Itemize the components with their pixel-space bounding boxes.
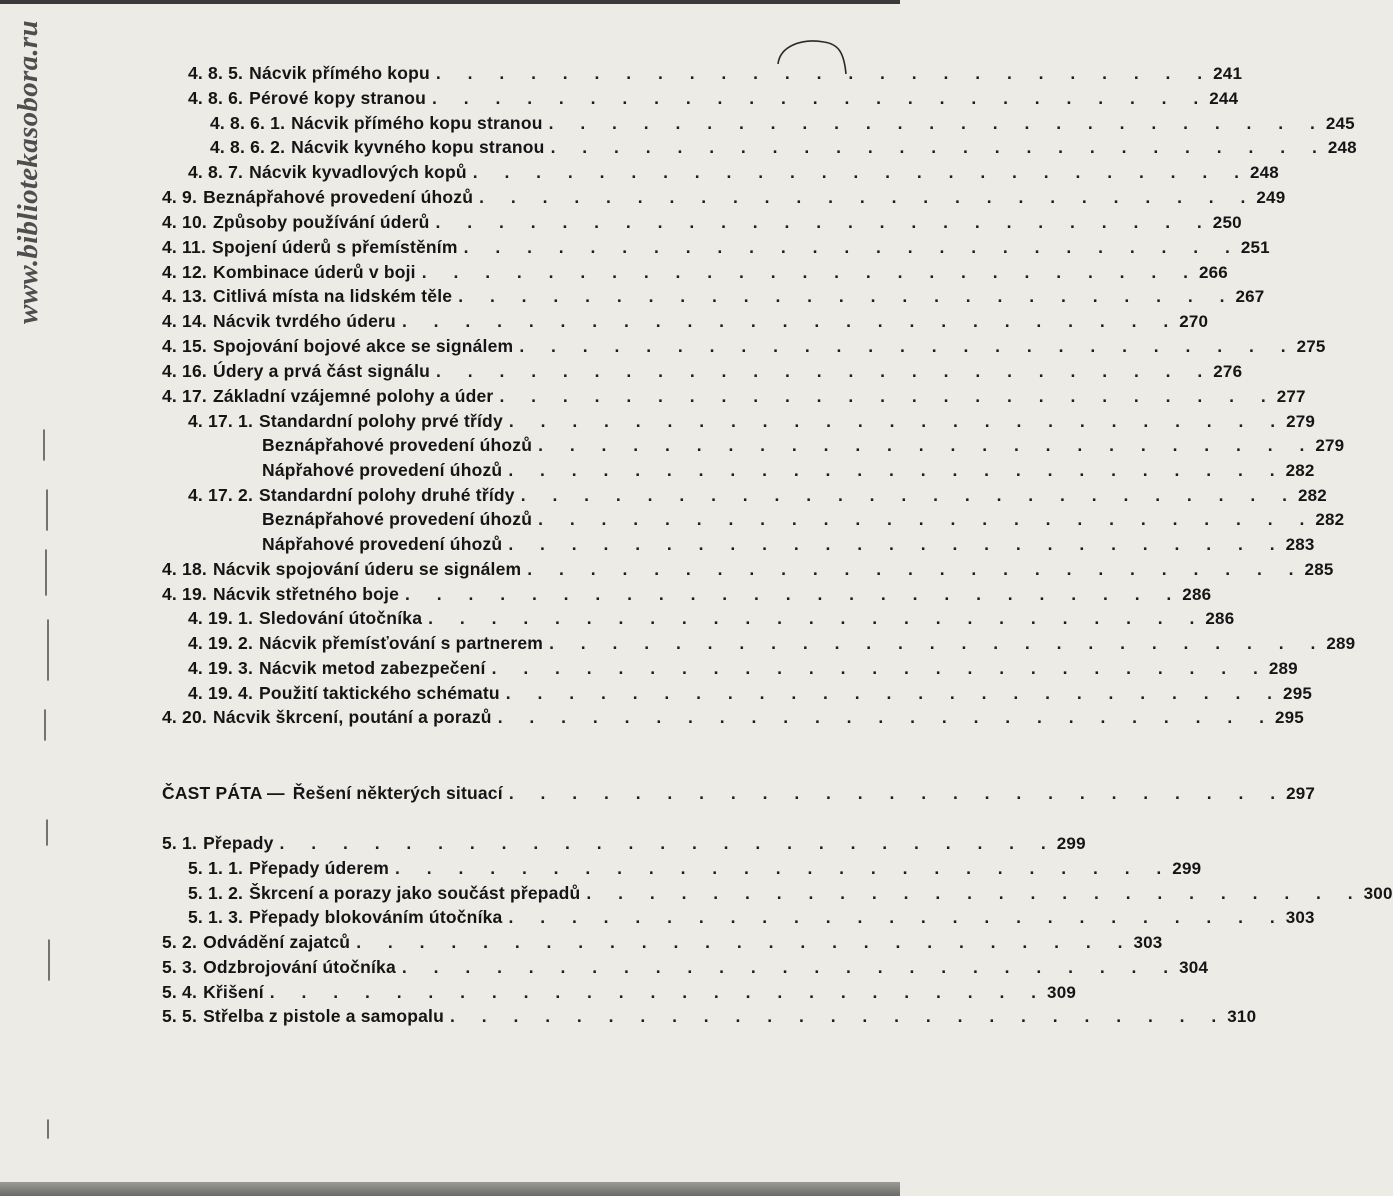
toc-entry-number: 5. 3. <box>162 957 198 977</box>
toc-leader-dots: . . . . . . . . . . . . . . . . . . . . . . . . . <box>520 485 1298 505</box>
toc-page-number: 282 <box>1285 461 1315 480</box>
toc-page-number: 250 <box>1212 213 1242 232</box>
toc-page-number: 310 <box>1227 1007 1257 1026</box>
toc-entry <box>188 658 1298 682</box>
toc-leader-dots: . . . . . . . . . . . . . . . . . . . . . . . . . <box>538 509 1316 529</box>
toc-leader-dots: . . . . . . . . . . . . . . . . . . . . . . . . . <box>497 707 1275 727</box>
toc-entry <box>162 584 1212 608</box>
toc-entry-title: Nácvik spojování úderu se signálem <box>212 559 522 579</box>
toc-entry <box>262 534 1315 558</box>
toc-leader-dots: . . . . . . . . . . . . . . . . . . . . . . . . . <box>435 212 1213 232</box>
toc-entry-title: Nácvik metod zabezpečení <box>259 658 486 678</box>
toc-leader-dots: . . . . . . . . . . . . . . . . . . . . . . . . . <box>508 411 1287 431</box>
toc-entry-title: Nácvik střetného boje <box>212 584 400 604</box>
toc-entry-number: 4. 20. <box>162 707 207 727</box>
toc-page-number: 289 <box>1268 659 1298 678</box>
toc-page-number: 276 <box>1213 362 1243 381</box>
toc-entry <box>188 608 1235 632</box>
toc-entry-number: 5. 2. <box>162 932 198 952</box>
toc-entry-number: 4. 17. <box>162 386 207 406</box>
toc-entry-title: Nácvik přemísťování s partnerem <box>259 633 544 653</box>
toc-entry-number: 4. 11. <box>162 237 207 257</box>
toc-entry-number: 4. 19. 2. <box>188 633 254 653</box>
toc-leader-dots: . . . . . . . . . . . . . . . . . . . . . . . . . <box>586 883 1364 903</box>
toc-entry <box>262 460 1315 484</box>
watermark: www.bibliotekasobora.ru <box>12 20 44 324</box>
toc-entry-title: Přepady blokováním útočníka <box>249 907 503 927</box>
toc-entry-number: 4. 18. <box>162 559 207 579</box>
toc-page-number: 304 <box>1179 958 1209 977</box>
toc-page-number: 295 <box>1274 708 1304 727</box>
toc-leader-dots: . . . . . . . . . . . . . . . . . . . . . . . . . <box>269 982 1048 1002</box>
toc-entry <box>188 683 1313 707</box>
toc-entry-title: Nácvik tvrdého úderu <box>212 311 396 331</box>
toc-entry <box>162 286 1265 310</box>
toc-leader-dots: . . . . . . . . . . . . . . . . . . . . . . . . . <box>458 286 1236 306</box>
toc-page-number: 289 <box>1326 634 1356 653</box>
toc-entry-title: Standardní polohy prvé třídy <box>259 411 503 431</box>
toc-entry-title: Křišení <box>203 982 264 1002</box>
toc-page-number: 282 <box>1297 486 1327 505</box>
toc-entry-title: Řešení některých situací <box>292 783 503 803</box>
toc-entry-title: Spojování bojové akce se signálem <box>212 336 514 356</box>
toc-entry-title: Použití taktického schématu <box>259 683 500 703</box>
toc-leader-dots: . . . . . . . . . . . . . . . . . . . . . . . . . <box>279 833 1057 853</box>
toc-page-number: 282 <box>1315 510 1345 529</box>
toc-entry <box>162 559 1334 583</box>
toc-entry-title: Přepady <box>203 833 274 853</box>
toc-page-number: 285 <box>1304 560 1334 579</box>
toc-page-number: 299 <box>1056 834 1086 853</box>
toc-entry-title: Nácvik škrcení, poutání a porazů <box>212 707 492 727</box>
toc-entry <box>210 113 1355 137</box>
toc-entry <box>188 485 1327 509</box>
toc-entry-title: Škrcení a porazy jako součást přepadů <box>249 883 581 903</box>
toc-entry-number: 4. 19. <box>162 584 207 604</box>
margin-scan-marks <box>30 420 54 1140</box>
toc-entry <box>162 783 1316 807</box>
toc-entry-number: 4. 9. <box>162 187 198 207</box>
toc-entry-title: Nácvik kyvného kopu stranou <box>291 137 545 157</box>
toc-entry-title: Pérové kopy stranou <box>249 88 427 108</box>
toc-entry-number: 5. 1. 1. <box>188 858 244 878</box>
toc-entry-number: 4. 17. 1. <box>188 411 254 431</box>
toc-entry <box>188 858 1202 882</box>
toc-entry <box>210 137 1357 161</box>
toc-entry-number: 4. 19. 3. <box>188 658 254 678</box>
toc-entry-title: Způsoby používání úderů <box>212 212 430 232</box>
toc-page-number: 245 <box>1325 114 1355 133</box>
toc-entry-title: Nácvik přímého kopu stranou <box>291 113 543 133</box>
toc-entry <box>162 311 1209 335</box>
toc-entry-title: Citlivá místa na lidském těle <box>212 286 453 306</box>
toc-entry-title: Kombinace úderů v boji <box>212 262 416 282</box>
toc-page-number: 249 <box>1256 188 1286 207</box>
toc-page-number: 266 <box>1199 263 1228 282</box>
toc-entry-number: 5. 5. <box>162 1006 198 1026</box>
toc-entry-title: Odvádění zajatců <box>203 932 351 952</box>
toc-leader-dots: . . . . . . . . . . . . . . . . . . . . . . . . . <box>549 633 1327 653</box>
toc-entry <box>162 361 1243 385</box>
toc-page-number: 303 <box>1285 908 1315 927</box>
toc-page-number: 279 <box>1286 412 1316 431</box>
toc-entry <box>162 262 1228 286</box>
toc-entry <box>188 88 1239 112</box>
toc-page-number: 303 <box>1133 933 1163 952</box>
toc-entry-title: Beznápřahové provedení úhozů <box>203 187 474 207</box>
toc-entry-title: Přepady úderem <box>249 858 390 878</box>
toc-page-number: 300 <box>1363 884 1393 903</box>
toc-entry <box>162 833 1086 857</box>
toc-leader-dots: . . . . . . . . . . . . . . . . . . . . . . . . . <box>519 336 1297 356</box>
toc-entry-title: Beznápřahové provedení úhozů <box>262 509 533 529</box>
toc-entry <box>262 509 1345 533</box>
toc-entry-title: Údery a prvá část signálu <box>212 361 431 381</box>
toc-leader-dots: . . . . . . . . . . . . . . . . . . . . . . . . . <box>356 932 1134 952</box>
toc-page-number: 248 <box>1327 138 1357 157</box>
toc-leader-dots: . . . . . . . . . . . . . . . . . . . . . . . . . <box>491 658 1269 678</box>
toc-page-number: 309 <box>1047 983 1077 1002</box>
toc-entry-number: 4. 19. 1. <box>188 608 254 628</box>
toc-page-number: 283 <box>1285 535 1315 554</box>
toc-entry-number: 4. 14. <box>162 311 207 331</box>
toc-entry-number: 4. 16. <box>162 361 207 381</box>
toc-entry-title: Spojení úderů s přemístěním <box>212 237 458 257</box>
toc-entry-number: ČAST PÁTA — <box>162 783 285 803</box>
toc-entry-number: 4. 12. <box>162 262 207 282</box>
toc-leader-dots: . . . . . . . . . . . . . . . . . . . . . . . . . <box>508 907 1286 927</box>
toc-leader-dots: . . . . . . . . . . . . . . . . . . . . . . . . . <box>436 361 1214 381</box>
toc-entry-number: 4. 8. 6. 2. <box>210 137 286 157</box>
toc-page-number: 299 <box>1172 859 1202 878</box>
toc-entry-title: Sledování útočníka <box>259 608 423 628</box>
toc-leader-dots: . . . . . . . . . . . . . . . . . . . . . . . . . <box>421 262 1199 282</box>
toc-entry-title: Základní vzájemné polohy a úder <box>212 386 494 406</box>
toc-entry-number: 4. 8. 6. 1. <box>210 113 286 133</box>
scan-top-edge <box>0 0 900 4</box>
toc-page-number: 251 <box>1240 238 1270 257</box>
toc-leader-dots: . . . . . . . . . . . . . . . . . . . . . . . . . <box>499 386 1277 406</box>
toc-entry <box>162 707 1304 731</box>
toc-leader-dots: . . . . . . . . . . . . . . . . . . . . . . . . . <box>428 608 1206 628</box>
toc-entry-number: 5. 1. <box>162 833 198 853</box>
toc-leader-dots: . . . . . . . . . . . . . . . . . . . . . . . . . <box>450 1006 1228 1026</box>
toc-leader-dots: . . . . . . . . . . . . . . . . . . . . . . . . . <box>401 311 1180 331</box>
toc-leader-dots: . . . . . . . . . . . . . . . . . . . . . . . . . <box>508 534 1286 554</box>
toc-entry <box>188 162 1279 186</box>
toc-entry <box>162 982 1077 1006</box>
toc-leader-dots: . . . . . . . . . . . . . . . . . . . . . . . . . <box>435 63 1214 83</box>
toc-leader-dots: . . . . . . . . . . . . . . . . . . . . . . . . . <box>548 113 1326 133</box>
toc-entry <box>162 957 1209 981</box>
toc-entry-number: 4. 8. 7. <box>188 162 244 182</box>
toc-entry-number: 4. 8. 5. <box>188 63 244 83</box>
toc-entry <box>262 435 1345 459</box>
toc-entry-title: Nácvik přímého kopu <box>249 63 430 83</box>
toc-page-number: 297 <box>1286 784 1316 803</box>
toc-entry <box>162 212 1242 236</box>
toc-entry-number: 4. 10. <box>162 212 207 232</box>
toc-page-number: 275 <box>1296 337 1326 356</box>
toc-leader-dots: . . . . . . . . . . . . . . . . . . . . . . . . . <box>405 584 1183 604</box>
toc-leader-dots: . . . . . . . . . . . . . . . . . . . . . . . . . <box>395 858 1173 878</box>
toc-entry-number: 4. 17. 2. <box>188 485 254 505</box>
toc-entry <box>188 633 1356 657</box>
toc-entry-number: 5. 4. <box>162 982 198 1002</box>
toc-entry-title: Nápřahové provedení úhozů <box>262 534 503 554</box>
toc-entry-title: Standardní polohy druhé třídy <box>259 485 515 505</box>
toc-leader-dots: . . . . . . . . . . . . . . . . . . . . . . . . . <box>472 162 1250 182</box>
toc-leader-dots: . . . . . . . . . . . . . . . . . . . . . . . . . <box>505 683 1284 703</box>
toc-entry-number: 4. 19. 4. <box>188 683 254 703</box>
toc-leader-dots: . . . . . . . . . . . . . . . . . . . . . . . . . <box>401 957 1180 977</box>
toc-page-number: 286 <box>1205 609 1235 628</box>
toc-leader-dots: . . . . . . . . . . . . . . . . . . . . . . . . . <box>508 460 1286 480</box>
toc-leader-dots: . . . . . . . . . . . . . . . . . . . . . . . . . <box>479 187 1257 207</box>
toc-entry-title: Odzbrojování útočníka <box>203 957 396 977</box>
toc-entry <box>162 336 1326 360</box>
toc-page-number: 279 <box>1315 436 1345 455</box>
toc-leader-dots: . . . . . . . . . . . . . . . . . . . . . . . . . <box>527 559 1305 579</box>
toc-entry-title: Nápřahové provedení úhozů <box>262 460 503 480</box>
toc-entry <box>162 932 1163 956</box>
toc-leader-dots: . . . . . . . . . . . . . . . . . . . . . . . . . <box>508 783 1287 803</box>
toc-entry-number: 5. 1. 2. <box>188 883 244 903</box>
toc-page-number: 277 <box>1276 387 1306 406</box>
toc-leader-dots: . . . . . . . . . . . . . . . . . . . . . . . . . <box>463 237 1241 257</box>
toc-entry <box>162 237 1270 261</box>
toc-entry-number: 4. 15. <box>162 336 207 356</box>
toc-page-number: 244 <box>1209 89 1239 108</box>
toc-entry <box>162 386 1306 410</box>
toc-page-number: 295 <box>1283 684 1313 703</box>
toc-entry-title: Nácvik kyvadlových kopů <box>249 162 467 182</box>
toc-entry <box>162 1006 1257 1030</box>
toc-page-number: 286 <box>1182 585 1212 604</box>
toc-entry-number: 5. 1. 3. <box>188 907 244 927</box>
toc-page-number: 270 <box>1179 312 1209 331</box>
toc-entry <box>188 883 1393 907</box>
toc-page-number: 248 <box>1249 163 1279 182</box>
toc-entry <box>188 411 1316 435</box>
toc-entry <box>162 187 1286 211</box>
toc-page-number: 267 <box>1235 287 1265 306</box>
scan-bottom-edge <box>0 1182 900 1196</box>
toc-leader-dots: . . . . . . . . . . . . . . . . . . . . . . . . . <box>538 435 1316 455</box>
toc-page-number: 241 <box>1213 64 1243 83</box>
toc-entry <box>188 63 1243 87</box>
toc-leader-dots: . . . . . . . . . . . . . . . . . . . . . . . . . <box>432 88 1210 108</box>
toc-leader-dots: . . . . . . . . . . . . . . . . . . . . . . . . . <box>550 137 1328 157</box>
toc-entry-number: 4. 8. 6. <box>188 88 244 108</box>
toc-entry <box>188 907 1315 931</box>
toc-entry-title: Střelba z pistole a samopalu <box>203 1006 445 1026</box>
toc-entry-number: 4. 13. <box>162 286 207 306</box>
toc-entry-title: Beznápřahové provedení úhozů <box>262 435 533 455</box>
